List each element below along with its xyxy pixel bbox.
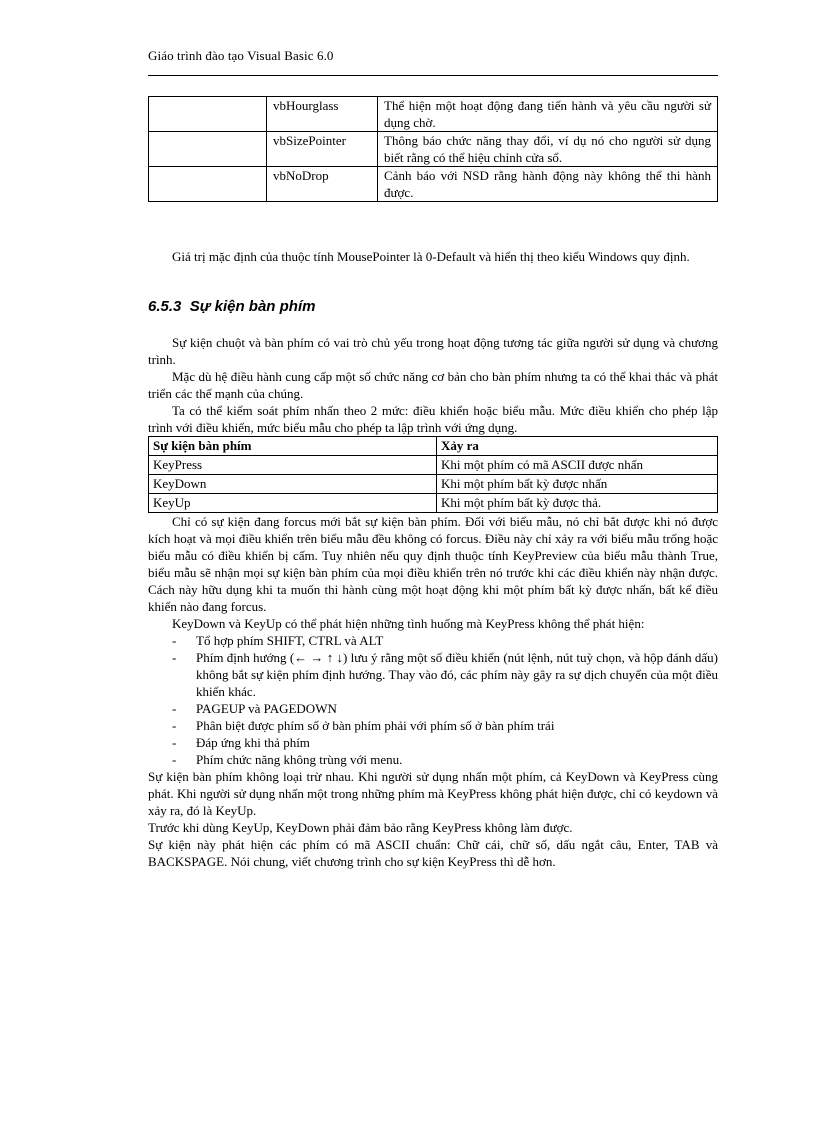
table-cell-description: Cảnh báo với NSD rằng hành động này không thể thi hành được. (378, 167, 718, 202)
list-item: - Phím chức năng không trùng với menu. (172, 751, 718, 768)
column-header: Xảy ra (437, 437, 718, 456)
paragraph: Sự kiện bàn phím không loại trừ nhau. Khi người sử dụng nhấn một phím, cả KeyDown và KeyPress cùng phát. Khi người sử dụng nhấn một trong những phím mà KeyPress không phát hiện được, chỉ có keydown và xảy ra, đó là KeyUp. (148, 769, 718, 818)
default-pointer-paragraph (148, 248, 718, 266)
paragraph: Trước khi dùng KeyUp, KeyDown phải đảm bảo rằng KeyPress không làm được. (148, 820, 573, 835)
paragraph: KeyDown và KeyUp có thể phát hiện những tình huống mà KeyPress không thể phát hiện: (172, 616, 645, 631)
keydown-capabilities-list (148, 632, 718, 768)
paragraph: Mặc dù hệ điều hành cung cấp một số chức năng cơ bản cho bàn phím nhưng ta có thể khai thác và phát triển các thế mạnh của chúng. (148, 369, 718, 401)
keyboard-events-table (148, 436, 718, 513)
table-cell-occurs: Khi một phím bất kỳ được nhấn (437, 475, 718, 494)
section-number: 6.5.3 (148, 298, 182, 315)
table-cell-name (149, 167, 267, 202)
paragraph: Ta có thể kiểm soát phím nhấn theo 2 mức: điều khiển hoặc biểu mẫu. Mức điều khiển cho phép lập trình với điều khiển, mức biểu mẫu cho phép ta lập trình với ứng dụng. (148, 403, 718, 435)
paragraph: Sự kiện này phát hiện các phím có mã ASCII chuẩn: Chữ cái, chữ số, dấu ngắt câu, Enter, TAB và BACKSPAGE. Nói chung, viết chương trình cho sự kiện KeyPress thì dễ hơn. (148, 837, 718, 869)
table-cell-occurs: Khi một phím bất kỳ được thả. (437, 494, 718, 513)
table-cell-event: KeyPress (149, 456, 437, 475)
section-title: Sự kiện bàn phím (189, 298, 316, 315)
table-cell-event: KeyDown (149, 475, 437, 494)
table-row (149, 456, 718, 475)
table-row (149, 167, 718, 202)
table-row (149, 97, 718, 132)
table-row (149, 475, 718, 494)
table-row (149, 132, 718, 167)
list-item: - PAGEUP và PAGEDOWN (172, 700, 718, 717)
table-cell-occurs: Khi một phím có mã ASCII được nhấn (437, 456, 718, 475)
list-item: - Phân biệt được phím số ở bàn phím phải với phím số ở bàn phím trái (172, 717, 718, 734)
section-heading (148, 298, 718, 315)
list-item: - Phím định hướng (← → ↑ ↓) lưu ý rằng một số điều khiển (nút lệnh, nút tuỳ chọn, và hộp đánh dấu) không bắt sự kiện phím định hướng. Thay vào đó, các phím này gây ra sự dịch chuyển của một điều khiển khác. (172, 649, 718, 700)
table-cell-constant: vbSizePointer (267, 132, 378, 167)
running-header: Giáo trình đào tạo Visual Basic 6.0 (148, 48, 334, 63)
section-body (148, 334, 718, 870)
table-cell-event: KeyUp (149, 494, 437, 513)
column-header: Sự kiện bàn phím (149, 437, 437, 456)
header-rule (148, 75, 718, 76)
list-item: - Tổ hợp phím SHIFT, CTRL và ALT (172, 632, 718, 649)
table-cell-description: Thể hiện một hoạt động đang tiến hành và yêu cầu người sử dụng chờ. (378, 97, 718, 132)
paragraph: Giá trị mặc định của thuộc tính MousePointer là 0-Default và hiển thị theo kiểu Windows quy định. (172, 249, 690, 264)
table-cell-description: Thông báo chức năng thay đổi, ví dụ nó cho người sử dụng biết rằng có thể hiệu chỉnh cửa sổ. (378, 132, 718, 167)
table-cell-constant: vbHourglass (267, 97, 378, 132)
mouse-pointer-table (148, 96, 718, 202)
paragraph: Chỉ có sự kiện đang forcus mới bắt sự kiện bàn phím. Đối với biểu mẫu, nó chỉ bắt được khi nó được kích hoạt và mọi điều khiển trên biểu mẫu đều không có forcus. Điều này chỉ xảy ra với biểu mẫu trống hoặc biểu mẫu có điều khiển bị cấm. Tuy nhiên nếu quy định thuộc tính KeyPreview của biểu mẫu thành True, biểu mẫu sẽ nhận mọi sự kiện bàn phím của mọi điều khiển trên nó trước khi các điều khiển này nhận được. Cách này hữu dụng khi ta muốn thi hành cùng một hoạt động khi một phím bất kỳ được nhấn, bất kể điều khiển nào đang forcus. (148, 514, 718, 614)
table-cell-name (149, 132, 267, 167)
table-cell-name (149, 97, 267, 132)
table-cell-constant: vbNoDrop (267, 167, 378, 202)
table-row (149, 494, 718, 513)
table-header-row (149, 437, 718, 456)
list-item: - Đáp ứng khi thả phím (172, 734, 718, 751)
paragraph: Sự kiện chuột và bàn phím có vai trò chủ yếu trong hoạt động tương tác giữa người sử dụng và chương trình. (148, 335, 718, 367)
